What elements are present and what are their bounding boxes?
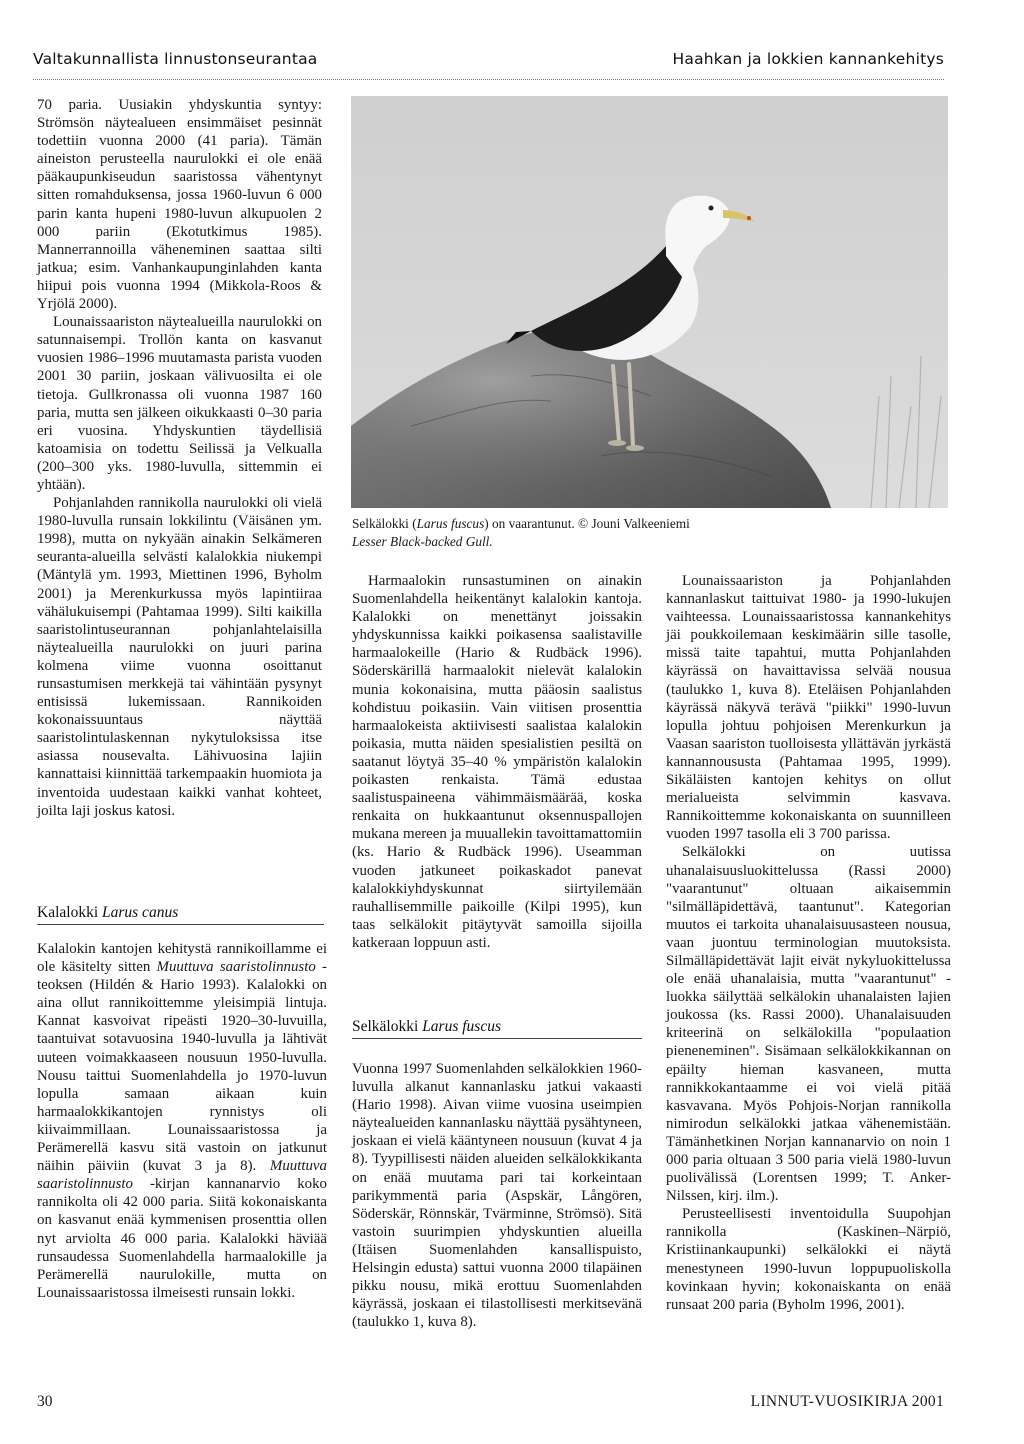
caption-english: Lesser Black-backed Gull. — [352, 534, 493, 549]
latin-name: Larus fuscus — [416, 516, 485, 531]
page-number: 30 — [37, 1393, 53, 1410]
column-2-text — [352, 572, 642, 952]
section-heading-kalalokki — [37, 904, 324, 925]
running-header-left: Valtakunnallista linnustonseurantaa — [33, 50, 318, 68]
paragraph: Vuonna 1997 Suomenlahden selkälokkien 1960-luvulla alkanut kannanlasku jatkui vakaasti (Hario 1998). Aivan viime vuosina useimpien näytealueiden kannanlasku näyttää pysähtyneen, joskaan ei vielä kääntyneen nousuun (kuvat 4 ja 8). Tyypillisesti näiden alueiden selkälokkikanta on enää muutama pari tai korkeintaan parikymmentä paria (Aspskär, Långören, Söderskär, Rönnskär, Tvärminne, Strömsö). Sitä vastoin suurimpien yhdyskuntien alueilla (Itäisen Suomenlahden kansallispuisto, Helsingin edusta) sattui vuonna 2000 tilapäinen pikku nousu, mikä erottuu Suomenlahden käyrässä, joskaan ei tilastollisesti merkitsevänä (taulukko 1, kuva 8). — [352, 1061, 642, 1331]
text-run: -kirjan kannanarvio koko rannikolta oli 42 000 paria. Siitä kokonaiskanta on kasvanut enää kymmenisen prosenttia ollen nyt arviolta 46 000 paria. Kalalokki häviää runsaudessa Suomenlahdella harmaalokille ja Perämerellä naurulokille, mutta on Lounaissaaristossa ilmeisesti runsain lokki. — [37, 1176, 327, 1301]
publication-name: LINNUT-VUOSIKIRJA 2001 — [750, 1393, 944, 1410]
header-rule — [33, 79, 944, 80]
book-title: Muuttuva saaristolinnusto — [156, 959, 316, 976]
selkalokki-text — [352, 1060, 642, 1331]
lesser-black-backed-gull-image — [351, 96, 948, 508]
text-run: ) on vaarantunut. © Jouni Valkeeniemi — [484, 516, 690, 531]
section-title-latin: Larus fuscus — [422, 1018, 501, 1035]
paragraph: 70 paria. Uusiakin yhdyskuntia syntyy: Strömsön näytealueen ensimmäiset pesinnät todettiin vuonna 2000 (41 paria). Tämän aineiston perusteella naurulokki ei ole enää pääkaupunkiseudun saaristossa vähentynyt sitten romahduksensa, jossa 1960-luvun 6 000 parin kanta hupeni 1980-luvun alkupuolen 2 000 pariin (Ekotutkimus 1985). Mannerrannoilla väheneminen saattaa silti jatkua; esim. Vanhankaupunginlahden kanta hiipui pois vuonna 1994 (Mikkola-Roos & Yrjölä 2000). — [37, 97, 322, 313]
book-title: Muuttuva saaristolinnusto — [37, 1158, 327, 1193]
text-run: -teoksen (Hildén & Hario 1993). Kalalokki on aina ollut rannikoittemme yleisimpiä lintuja. Kannat kasvoivat ripeästi 1920–30-luvuilla, taantuivat sotavuosina 1940-luvulla ja lähtivät uuteen voimakkaaseen nousuun 1950-luvulla. Nousu taittui Suomenlahdella jo 1970-luvun lopulla samaan aikaan kuin harmaalokkikantojen rynnistys oli kiivaimmillaan. Lounaissaaristossa ja Perämerellä kasvu sitä vastoin on jatkunut näihin päiviin (kuvat 3 ja 8). — [37, 959, 327, 1175]
section-title: Selkälokki — [352, 1018, 423, 1035]
paragraph: Perusteellisesti inventoidulla Suupohjan rannikolla (Kaskinen–Närpiö, Kristiinankaupunki) selkälokki ei näytä menestyneen 1990-luvun loppupuoliskolla kovinkaan hyvin; kokonaiskanta on enää runsaat 200 paria (Byholm 1996, 2001). — [666, 1206, 951, 1313]
text-run: Kalalokin kantojen kehitystä rannikoillamme ei ole käsitelty sitten — [37, 941, 327, 976]
paragraph: Selkälokki on uutissa uhanalaisuusluokittelussa (Rassi 2000) "vaarantunut" oltuaan aikaisemmin "silmälläpidettävä, taantunut". Kategorian muutos ei tarkoita uhanalaisuusasteen nousua, vaan juontuu terminologian muutoksista. Silmälläpidettävät lajit eivät nykyluokittelussa ole enää uhanalaisia, mutta "vaarantunut" -luokka säilyttää selkälokin uhanalaisten lajien joukossa (ks. Rassi 2000). Uhanalaisuuden kriteerinä on selkälokilla "populaation pieneneminen". Sisämaan selkälokkikannan on epäilty hieman kasvaneen, mutta rannikkokantaamme ei voi vielä pitää kasvavana. Myös Pohjois-Norjan rannikolla nimirodun selkälokki jatkaa vähenemistään. Tämänhetkinen Norjan kannanarvio on noin 1 000 paria oltuaan 3 500 paria vielä 1980-luvun puolivälissä (Lorentsen 1999; T. Anker-Nilssen, kirj. ilm.). — [666, 844, 951, 1205]
section-title: Kalalokki — [37, 904, 102, 921]
paragraph: Lounaissaariston näytealueilla naurulokki on satunnaisempi. Trollön kanta on kasvanut vuosien 1986–1996 muutamasta parista vuoden 2001 30 pariin, joskaan välivuosilta ei ole tietoja. Gullkronassa oli vuonna 1987 160 paria, mutta sen jälkeen oikukkaasti 0–30 paria eri vuosina. Yhdyskuntien täydellisiä katoamisia on todettu Seilissä ja Velkualla (200–300 yks. 1980-luvulla, sittemmin ei yhtään). — [37, 314, 322, 493]
running-header-right: Haahkan ja lokkien kannankehitys — [672, 50, 944, 68]
caption-finnish — [352, 515, 952, 533]
section-heading-selkalokki — [352, 1018, 642, 1039]
column-3-text — [666, 572, 951, 1314]
paragraph: Harmaalokin runsastuminen on ainakin Suomenlahdella heikentänyt kalalokin kantoja. Kalalokki on menettänyt joissakin yhdyskunnissa kaikki poikasensa saalistaville harmaalokeille (Hario & Rudbäck 1996). Söderskärillä harmaalokit nielevät kalalokin munia kokonaisina, mutta pääosin saalistus kohdistuu poikasiin. Vain viitisen prosenttia harmaalokeista aktiivisesti saalistaa kalalokin poikasia, mutta näiden spesialistien pesiltä on saatanut löytyä 35–40 % ympäristön kalalokin poikasten renkaista. Tämä edustaa saalistuspaineena vähimmäismäärää, koska renkaita on hukkaantunut oksennuspallojen mukana mereen ja muuallekin tavoittamattomiin (ks. Hario & Rudbäck 1996). Useamman vuoden jatkuneet poikaskadot panevat kalalokkiyhdyskunnat siirtyilemään rauhallisemmille paikoille (Kilpi 1995), kun taas selkälokit pitäytyvät samoilla sijoilla katkeraan loppuun asti. — [352, 573, 642, 951]
gull-photo — [351, 96, 948, 508]
paragraph: Pohjanlahden rannikolla naurulokki oli vielä 1980-luvulla runsain lokkilintu (Väisänen ym. 1998), mutta on nykyään ainakin Selkämeren seuranta-alueilla selvästi kalalokkia niukempi (Mäntylä ym. 1993, Miettinen 1996, Byholm 2001) ja Merenkurkussa myös lapintiiraa vähälukuisempi (Pahtamaa 1999). Silti kaikilla saaristolintuseurannan pohjanlahtelaisilla näytealueilla naurulokki on juuri parina kolmena viime vuonna osoittanut runsastumisen merkkejä tai vähintään pysynyt entisissä lukemissaan. Rannikoiden kokonaissuuntaus näyttää saaristolintulaskennan nykytuloksissa itse asiassa nousevalta. Lähivuosina lajiin kannattaisi kiinnittää tarkempaakin huomiota ja inventoida uudestaan kaikki vanhat kohteet, joilta laji joskus katosi. — [37, 495, 322, 819]
paragraph: Lounaissaariston ja Pohjanlahden kannanlaskut taittuivat 1980- ja 1990-lukujen vaihteessa. Lounaissaaristossa kannankehitys jäi poukkoilemaan keskimäärin sille tasolle, missä taite tapahtui, mutta Pohjanlahden käyrässä on havaittavissa selvää nousua (taulukko 1, kuva 8). Eteläisen Pohjanlahden käyrässä näkyvä terävä "piikki" 1990-luvun lopulla johtuu pohjoisen Merenkurkun ja Vaasan saariston tuolloisesta yllättävän jyrkästä kannannoususta (Pahtamaa 1995, 1999). Sikäläisten kantojen kehitys on ollut merialueista selvimmin kasvava. Rannikoittemme kokonaiskanta on suunnilleen vuoden 1997 tasolla eli 3 700 parissa. — [666, 573, 951, 843]
kalalokki-text — [37, 940, 327, 1302]
paragraph — [37, 940, 327, 1302]
column-1-text — [37, 96, 322, 820]
photo-caption — [352, 515, 952, 551]
section-title-latin: Larus canus — [102, 904, 179, 921]
text-run: Selkälokki ( — [352, 516, 417, 531]
